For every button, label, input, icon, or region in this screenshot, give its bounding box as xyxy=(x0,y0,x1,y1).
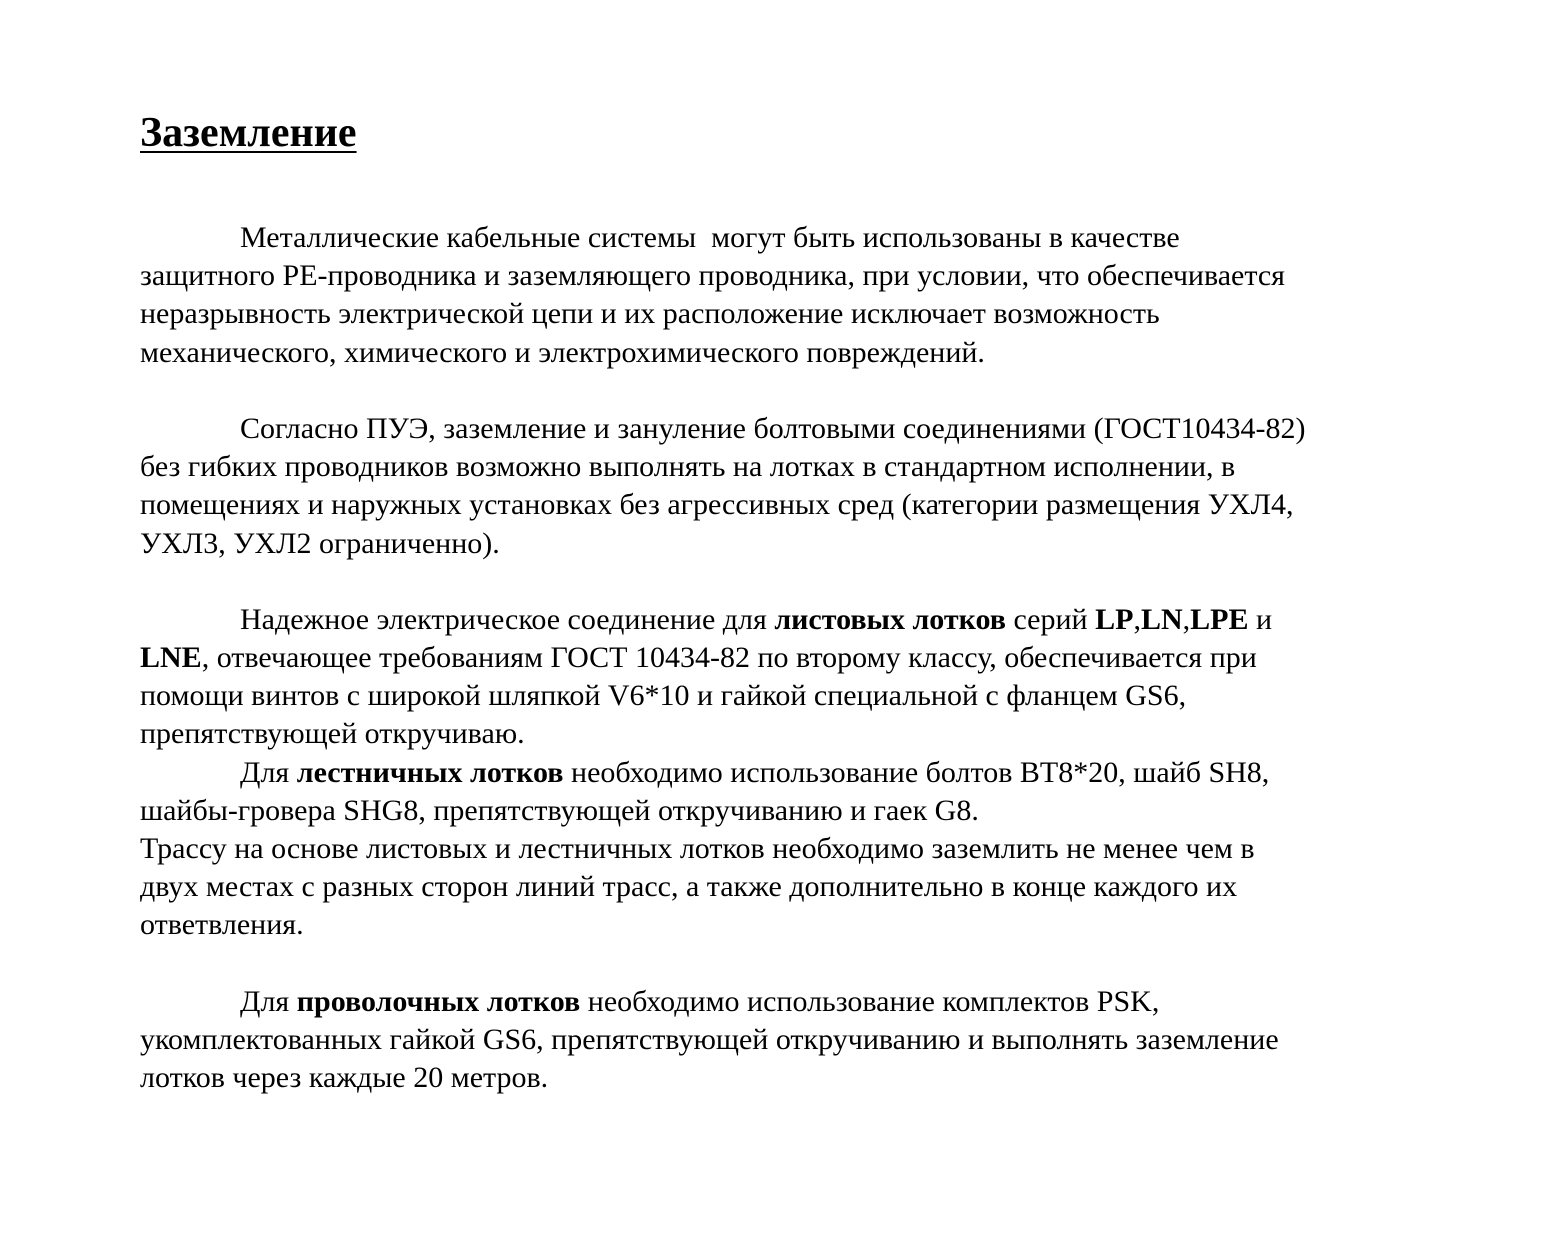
text-run: Для xyxy=(240,984,297,1018)
text-line: ответвления. xyxy=(140,908,304,942)
text-line: укомплектованных гайкой GS6, препятствующей откручиванию и выполнять заземление xyxy=(140,1022,1279,1056)
text-run: , xyxy=(1133,602,1141,636)
paragraph-ladder-trays xyxy=(140,754,1440,945)
text-run: и xyxy=(1248,602,1273,636)
text-run: , xyxy=(1182,602,1191,636)
bold-series-ln: LN xyxy=(1140,602,1183,636)
bold-series-lp: LP xyxy=(1095,602,1134,636)
text-line: Трассу на основе листовых и лестничных лотков необходимо заземлить не менее чем в xyxy=(140,832,1255,865)
text-line: помещениях и наружных установках без агрессивных сред (категории размещения УХЛ4, xyxy=(140,488,1294,522)
text-line: помощи винтов с широкой шляпкой V6*10 и гайкой специальной с фланцем GS6, xyxy=(140,679,1187,713)
text-line: без гибких проводников возможно выполнять на лотках в стандартном исполнении, в xyxy=(140,450,1236,484)
bold-series-lne: LNE xyxy=(140,641,202,675)
bold-term-wire-trays: проволочных лотков xyxy=(296,984,581,1018)
text-run: , отвечающее требованиям ГОСТ 10434-82 по второму классу, обеспечивается при xyxy=(201,641,1257,675)
bold-term-sheet-trays: листовых лотков xyxy=(774,602,1006,636)
paragraph-sheet-trays xyxy=(140,601,1440,754)
text-line: препятствующей откручиваю. xyxy=(140,717,525,751)
text-line xyxy=(140,754,1440,792)
text-line xyxy=(140,639,1440,677)
text-line: двух местах с разных сторон линий трасс, а также дополнительно в конце каждого их xyxy=(140,870,1238,904)
text-line: Согласно ПУЭ, заземление и зануление болтовыми соединениями (ГОСТ10434-82) xyxy=(240,411,1306,445)
paragraph-spacer xyxy=(140,563,1440,601)
document-body xyxy=(140,219,1440,1097)
text-line: неразрывность электрической цепи и их расположение исключает возможность xyxy=(140,297,1160,331)
text-line: лотков через каждые 20 метров. xyxy=(140,1061,549,1095)
paragraph-wire-trays xyxy=(140,983,1440,1098)
paragraph-pue xyxy=(140,410,1440,563)
text-line: УХЛ3, УХЛ2 ограниченно). xyxy=(140,526,500,560)
text-line xyxy=(140,601,1440,639)
text-line: защитного PE-проводника и заземляющего проводника, при условии, что обеспечивается xyxy=(140,259,1285,293)
text-line: шайбы-гровера SHG8, препятствующей откручиванию и гаек G8. xyxy=(140,793,979,827)
text-line: Металлические кабельные системы могут быть использованы в качестве xyxy=(240,221,1180,254)
paragraph-spacer xyxy=(140,372,1440,410)
text-run: Для xyxy=(240,755,297,789)
paragraph-spacer xyxy=(140,945,1440,983)
text-run: серий xyxy=(1005,602,1096,636)
text-run: необходимо использование комплектов PSK, xyxy=(580,984,1160,1018)
bold-series-lpe: LPE xyxy=(1190,602,1249,636)
page-title: Заземление xyxy=(140,110,357,156)
text-run: необходимо использование болтов BT8*20, шайб SH8, xyxy=(563,755,1270,789)
text-line: механического, химического и электрохимического повреждений. xyxy=(140,335,985,369)
bold-term-ladder-trays: лестничных лотков xyxy=(296,755,564,789)
document-page xyxy=(140,0,1440,1252)
text-line xyxy=(140,983,1440,1021)
paragraph-cable-systems xyxy=(140,219,1440,372)
text-run: Надежное электрическое соединение для xyxy=(240,602,775,636)
